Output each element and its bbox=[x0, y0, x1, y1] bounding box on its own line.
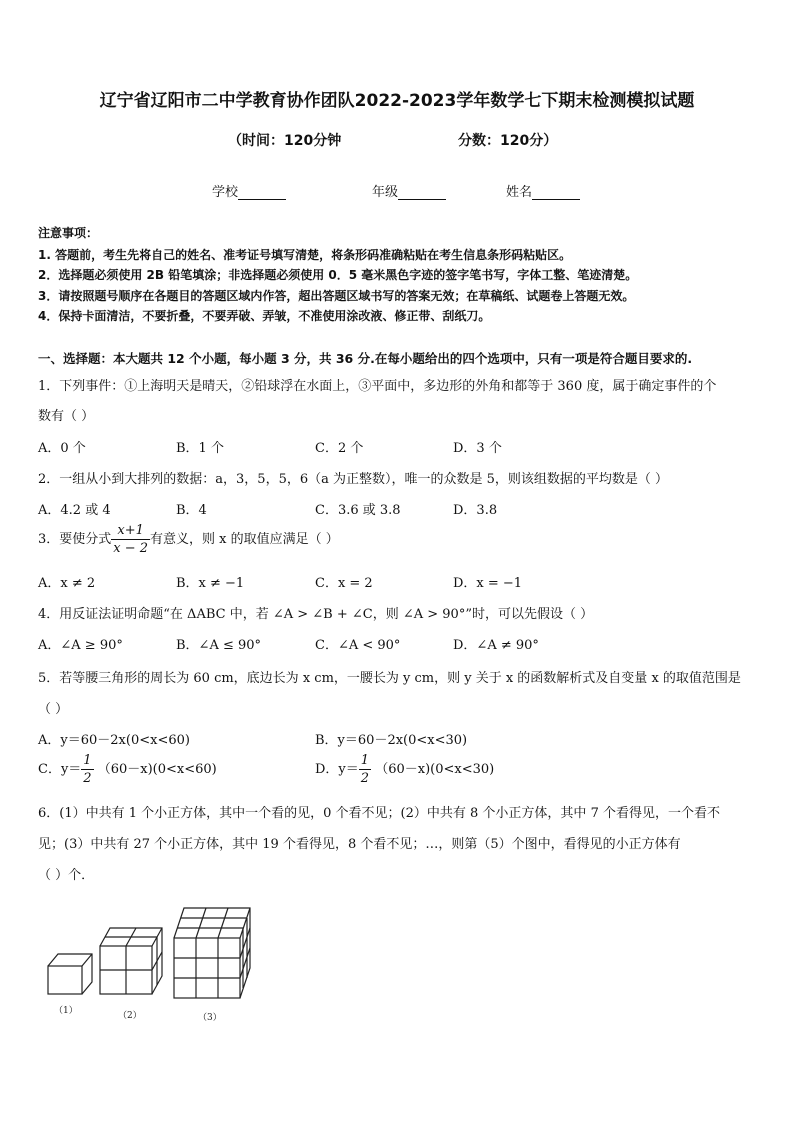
q5-option-d-fraction bbox=[359, 754, 371, 785]
grade-field bbox=[372, 181, 446, 200]
q5-option-b: B．y＝60－2x(0<x<30) bbox=[315, 733, 468, 748]
q5-option-c-suffix: （60－x)(0<x<60) bbox=[97, 762, 217, 777]
q4-option-d: D．∠A ≠ 90° bbox=[453, 638, 539, 653]
q5-option-c bbox=[38, 754, 217, 785]
q3-fraction-denominator: x − 2 bbox=[113, 541, 149, 556]
name-blank bbox=[532, 187, 580, 200]
cube-figure-2 bbox=[100, 928, 162, 994]
q2-option-a: A．4.2 或 4 bbox=[38, 503, 111, 518]
note-item: 3．请按照题号顺序在各题目的答题区域内作答，超出答题区域书写的答案无效；在草稿纸、试题卷上答题无效。 bbox=[38, 289, 635, 303]
half-numerator: 1 bbox=[83, 753, 92, 768]
q5-option-a: A．y＝60－2x(0<x<60) bbox=[38, 733, 190, 748]
q3-option-a: A．x ≠ 2 bbox=[38, 576, 96, 591]
half-denominator: 2 bbox=[83, 771, 92, 786]
exam-title: 辽宁省辽阳市二中学教育协作团队2022-2023学年数学七下期末检测模拟试题 bbox=[99, 91, 695, 111]
note-item: 2．选择题必须使用 2B 铅笔填涂；非选择题必须使用 0．5 毫米黑色字迹的签字笔书写，字体工整、笔迹清楚。 bbox=[38, 268, 638, 282]
q3-fraction bbox=[111, 524, 150, 555]
cube-figures bbox=[40, 900, 280, 1030]
question-1-text-cont: 数有（ ） bbox=[38, 409, 95, 424]
q5-option-c-fraction bbox=[81, 754, 93, 785]
figure-label-3: （3） bbox=[198, 1013, 222, 1023]
school-field bbox=[212, 181, 286, 200]
q1-option-d: D．3 个 bbox=[453, 441, 502, 456]
name-field bbox=[506, 181, 580, 200]
question-6-text-end: （ ）个． bbox=[38, 868, 95, 883]
grade-blank bbox=[398, 187, 446, 200]
question-5-text-cont: （ ） bbox=[38, 702, 69, 717]
cube-figure-3 bbox=[174, 908, 250, 998]
exam-score: 分数：120分） bbox=[458, 133, 558, 149]
school-label: 学校 bbox=[212, 185, 239, 200]
grade-label: 年级 bbox=[372, 185, 399, 200]
q5-option-d-suffix: （60－x)(0<x<30) bbox=[375, 762, 495, 777]
q1-option-a: A．0 个 bbox=[38, 441, 86, 456]
exam-time: （时间：120分钟 bbox=[228, 133, 342, 149]
question-2-text: 2．一组从小到大排列的数据：a，3，5，5，6（a 为正整数），唯一的众数是 5，则该组数据的平均数是（ ） bbox=[38, 472, 669, 487]
question-6-text-cont: 见；(3）中共有 27 个小正方体，其中 19 个看得见，8 个看不见；…，则第（5）个图中，看得见的小正方体有 bbox=[38, 837, 681, 852]
question-4-text: 4．用反证法证明命题“在 ΔABC 中，若 ∠A > ∠B + ∠C，则 ∠A > 90°”时，可以先假设（ ） bbox=[38, 607, 594, 622]
notes-heading: 注意事项： bbox=[38, 226, 99, 240]
section-heading: 一、选择题：本大题共 12 个小题，每小题 3 分，共 36 分.在每小题给出的四个选项中，只有一项是符合题目要求的. bbox=[38, 351, 693, 366]
q2-option-d: D．3.8 bbox=[453, 503, 498, 518]
q3-suffix: 有意义，则 x 的取值应满足（ ） bbox=[150, 532, 339, 547]
q4-option-a: A．∠A ≥ 90° bbox=[38, 638, 123, 653]
q5-option-c-prefix: C．y＝ bbox=[38, 762, 82, 777]
question-6-text: 6．(1）中共有 1 个小正方体，其中一个看的见，0 个看不见；(2）中共有 8 个小正方体，其中 7 个看得见，一个看不 bbox=[38, 806, 720, 821]
figure-label-1: （1） bbox=[54, 1006, 78, 1016]
q5-option-d bbox=[315, 754, 494, 785]
cube-figure-1 bbox=[48, 954, 92, 994]
half-denominator: 2 bbox=[360, 771, 370, 786]
q5-option-d-prefix: D．y＝ bbox=[315, 762, 359, 777]
note-item: 4．保持卡面清洁，不要折叠，不要弄破、弄皱，不准使用涂改液、修正带、刮纸刀。 bbox=[38, 309, 491, 323]
note-item: 1. 答题前，考生先将自己的姓名、准考证号填写清楚，将条形码准确粘贴在考生信息条形码粘贴区。 bbox=[38, 248, 572, 262]
figure-label-2: （2） bbox=[118, 1011, 142, 1021]
q4-option-c: C．∠A < 90° bbox=[315, 638, 401, 653]
school-blank bbox=[238, 187, 286, 200]
q4-option-b: B．∠A ≤ 90° bbox=[176, 638, 262, 653]
q1-option-b: B．1 个 bbox=[176, 441, 224, 456]
q3-prefix: 3．要使分式 bbox=[38, 532, 112, 547]
q3-option-c: C．x = 2 bbox=[315, 576, 373, 591]
question-3-text bbox=[38, 524, 339, 555]
q2-option-c: C．3.6 或 3.8 bbox=[315, 503, 401, 518]
q3-fraction-numerator: x+1 bbox=[111, 524, 150, 540]
question-5-text: 5．若等腰三角形的周长为 60 cm，底边长为 x cm，一腰长为 y cm，则 y 关于 x 的函数解析式及自变量 x 的取值范围是 bbox=[38, 671, 741, 686]
question-1-text: 1．下列事件：①上海明天是晴天，②铅球浮在水面上，③平面中，多边形的外角和都等于 360 度，属于确定事件的个 bbox=[38, 379, 717, 394]
half-numerator: 1 bbox=[360, 753, 370, 768]
q2-option-b: B．4 bbox=[176, 503, 207, 518]
q3-option-d: D．x = −1 bbox=[453, 576, 523, 591]
q3-option-b: B．x ≠ −1 bbox=[176, 576, 245, 591]
name-label: 姓名 bbox=[506, 185, 533, 200]
q1-option-c: C．2 个 bbox=[315, 441, 364, 456]
